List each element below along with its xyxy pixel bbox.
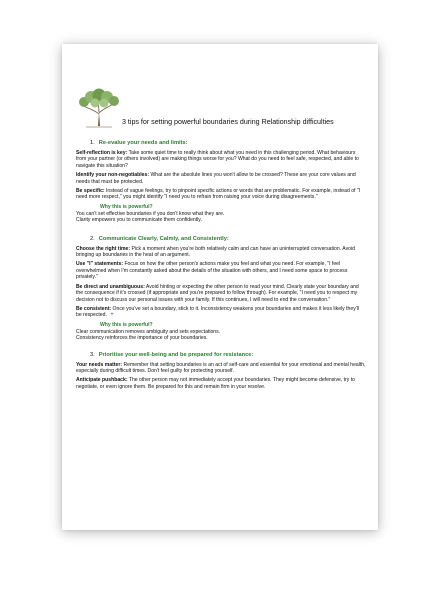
tip-item xyxy=(76,377,366,390)
tip-term: Be specific: xyxy=(76,188,105,195)
section-heading xyxy=(90,352,366,358)
tip-text: Avoid hinting or expecting the other person to read your mind. Clearly state your boundary and the consequence if it's crossed (if appropriate and you're prepared to follow through). For example, "I need you to respect my decision not to discuss our personal issues with your family. If this continues, I will need to end the conversation." xyxy=(76,283,359,303)
section-number: 1. xyxy=(90,140,95,146)
document-title: 3 tips for setting powerful boundaries during Relationship difficulties xyxy=(122,118,334,126)
tip-term: Identify your non-negotiables: xyxy=(76,172,150,179)
section-title: Prioritise your well-being and be prepared for resistance: xyxy=(98,351,254,358)
section-number: 2. xyxy=(90,235,95,242)
tip-text: Remember that setting boundaries is an act of self-care and essential for your emotional and mental health, especially during difficult times. Don't feel guilty for protecting yourself. xyxy=(76,361,366,374)
tip-item xyxy=(76,150,366,169)
tip-item xyxy=(76,246,366,259)
tip-text: Once you've set a boundary, stick to it. Inconsistency weakens your boundaries and makes it less likely they'll be respected. xyxy=(76,305,360,319)
why-line: Clear communication removes ambiguity and sets expectations. xyxy=(76,328,221,335)
tree-logo xyxy=(76,88,122,128)
tip-term: Use "I" statements: xyxy=(76,261,124,268)
section-heading xyxy=(90,236,366,242)
content xyxy=(76,140,366,393)
tip-term: Choose the right time: xyxy=(76,245,131,252)
why-line: You can't set effective boundaries if you don't know what they are. xyxy=(76,210,225,217)
tip-item xyxy=(76,261,366,280)
tip-term: Anticipate pushback: xyxy=(76,377,128,384)
tip-item xyxy=(76,284,366,303)
section-title: Communicate Clearly, Calmly, and Consistently: xyxy=(98,235,229,242)
tip-text: What are the absolute lines you won't allow to be crossed? These are your core values and needs that must be protected. xyxy=(76,172,356,185)
why-heading: Why this is powerful? xyxy=(100,321,153,328)
tip-item xyxy=(76,362,366,375)
tip-text: Focus on how the other person's actions make you feel and what you need. For example, "I feel overwhelmed when I'm constantly asked about the details of the situation with others, and I need some space to process privately." xyxy=(76,261,348,281)
tip-text: Instead of vague feelings, try to pinpoint specific actions or words that are problematic. For example, instead of "I need more respect," you might identify "I need you to refrain from raising your voice during disagreements." xyxy=(76,188,361,201)
tip-item xyxy=(76,172,366,185)
tip-text: The other person may not immediately accept your boundaries. They might become defensive, try to negotiate, or even ignore them. Be prepared for this and remain firm in your resolve. xyxy=(76,377,355,390)
section-number: 3. xyxy=(90,351,95,358)
tip-text: Take some quiet time to really think about what you need in this challenging period. What behaviours from your partner (or others involved) are making things worse for you? What do you need to feel safe, respected, and able to navigate this situation? xyxy=(76,150,359,169)
tip-term: Self-reflection is key: xyxy=(76,150,128,156)
tip-text: Pick a moment when you're both relatively calm and can have an uninterrupted conversation. Avoid bringing up boundaries in the heat of an argument. xyxy=(76,245,355,259)
cross-marker-icon: + xyxy=(110,312,114,319)
why-line: Clarity empowers you to communicate them confidently. xyxy=(76,217,202,224)
tip-item xyxy=(76,188,366,201)
tip-term: Be direct and unambiguous: xyxy=(76,283,145,290)
section-heading xyxy=(90,140,366,146)
section-title: Re-evalue your needs and limits: xyxy=(98,140,188,146)
tip-item xyxy=(76,306,366,319)
tip-term: Be consistent: xyxy=(76,305,112,312)
document-page xyxy=(62,44,378,530)
tip-term: Your needs matter: xyxy=(76,361,123,368)
why-heading: Why this is powerful? xyxy=(100,203,153,210)
why-line: Consistency reinforces the importance of your boundaries. xyxy=(76,335,208,342)
